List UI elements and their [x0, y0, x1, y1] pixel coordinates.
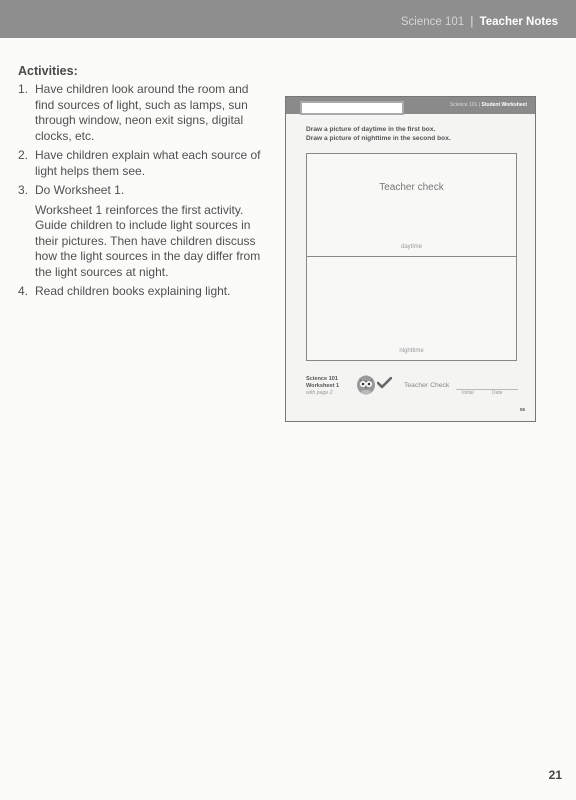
owl-mascot-icon	[356, 373, 376, 395]
worksheet-instruction-2: Draw a picture of nighttime in the second box.	[306, 135, 451, 142]
header-title: Teacher Notes	[479, 16, 558, 28]
header-subject: Science 101	[400, 16, 465, 28]
worksheet-footer-title	[306, 376, 339, 390]
activity-item-2	[18, 148, 268, 179]
worksheet-footer-subject: Science 101	[306, 376, 339, 382]
activities-heading: Activities:	[18, 64, 78, 78]
activity-text: Have children explain what each source of light helps them see.	[35, 148, 261, 178]
activities-section	[18, 64, 268, 304]
activity-note: Worksheet 1 reinforces the first activity. Guide children to include light sources in their pictures. Then have children discuss how the light sources in the day differ from the light sources at night.	[35, 202, 261, 279]
page-number: 21	[548, 768, 562, 782]
worksheet-footer-sub: with page 2	[306, 390, 333, 396]
activity-item-4	[18, 284, 268, 300]
activity-number: 1.	[18, 82, 29, 96]
worksheet-name-box	[300, 101, 404, 115]
daytime-drawing-box	[306, 153, 517, 257]
worksheet-instruction-1: Draw a picture of daytime in the first box.	[306, 126, 436, 133]
worksheet-header-text	[450, 102, 527, 108]
activities-list	[18, 82, 268, 300]
worksheet-thumbnail	[285, 96, 536, 422]
activity-number: 2.	[18, 148, 29, 162]
worksheet-page-number: 55	[519, 407, 525, 412]
teacher-check-label: Teacher Check	[404, 382, 450, 389]
date-label: Date	[492, 390, 503, 396]
teacher-check-handwriting: Teacher check	[379, 182, 444, 193]
nighttime-label: nighttime	[399, 348, 424, 354]
page-header	[0, 0, 576, 38]
worksheet-footer-number: Worksheet 1	[306, 383, 340, 389]
activity-note-row	[18, 203, 268, 281]
activity-text: Read children books explaining light.	[35, 284, 231, 298]
nighttime-drawing-box	[306, 257, 517, 361]
worksheet-header-subject: Science 101	[449, 102, 478, 108]
initial-label: Initial	[462, 390, 474, 396]
worksheet-header-title: Student Worksheet	[481, 102, 527, 108]
activity-number: 4.	[18, 284, 29, 298]
activity-text: Do Worksheet 1.	[35, 183, 125, 197]
activity-text: Have children look around the room and find sources of light, such as lamps, sun through window, neon exit signs, digital clocks, etc.	[35, 82, 249, 143]
activity-item-3	[18, 183, 268, 199]
activity-item-1	[18, 82, 268, 144]
header-separator: |	[470, 16, 474, 28]
checkmark-icon	[377, 377, 392, 389]
header-text	[401, 16, 558, 28]
daytime-label: daytime	[400, 244, 422, 250]
activity-number: 3.	[18, 183, 29, 197]
worksheet-header-sep: |	[478, 102, 481, 108]
